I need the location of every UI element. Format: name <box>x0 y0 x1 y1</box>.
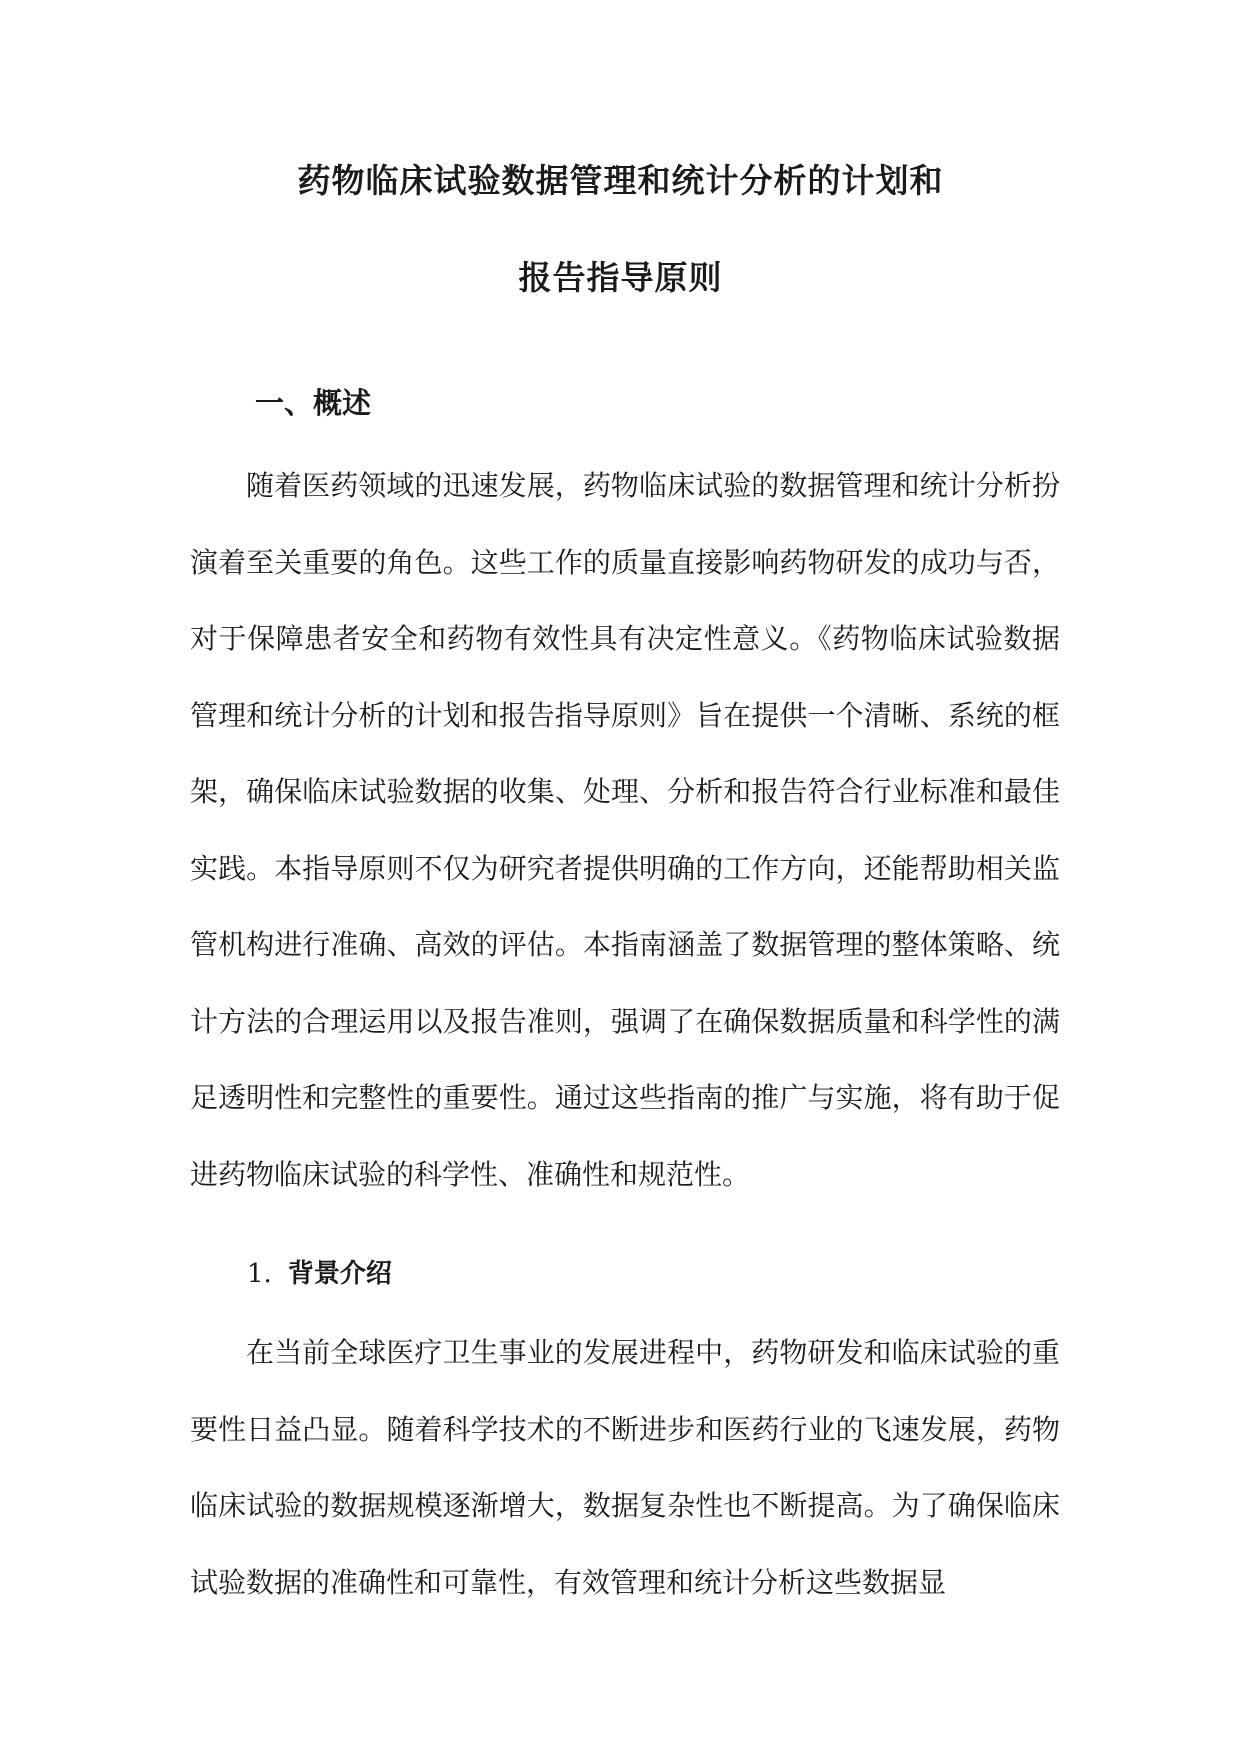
subsection-title: 背景介绍 <box>287 1259 392 1289</box>
section-heading-overview: 一、概述 <box>255 386 372 420</box>
overview-paragraph: 随着医药领域的迅速发展，药物临床试验的数据管理和统计分析扮演着至关重要的角色。这些工作的质量直接影响药物研发的成功与否，对于保障患者安全和药物有效性具有决定性意义。《药物临床试验数据管理和统计分析的计划和报告指导原则》旨在提供一个清晰、系统的框架，确保临床试验数据的收集、处理、分析和报告符合行业标准和最佳实践。本指导原则不仅为研究者提供明确的工作方向，还能帮助相关监管机构进行准确、高效的评估。本指南涵盖了数据管理的整体策略、统计方法的合理运用以及报告准则，强调了在确保数据质量和科学性的满足透明性和完整性的重要性。通过这些指南的推广与实施，将有助于促进药物临床试验的科学性、准确性和规范性。 <box>190 469 1060 1191</box>
document-title-line-1: 药物临床试验数据管理和统计分析的计划和 <box>297 161 944 200</box>
document-title-line-2: 报告指导原则 <box>518 258 723 297</box>
subsection-heading-background <box>247 1253 392 1290</box>
background-paragraph: 在当前全球医疗卫生事业的发展进程中，药物研发和临床试验的重要性日益凸显。随着科学技术的不断进步和医药行业的飞速发展，药物临床试验的数据规模逐渐增大，数据复杂性也不断提高。为了确保临床试验数据的准确性和可靠性，有效管理和统计分析这些数据显 <box>190 1336 1060 1599</box>
subsection-number: 1. <box>247 1259 272 1289</box>
